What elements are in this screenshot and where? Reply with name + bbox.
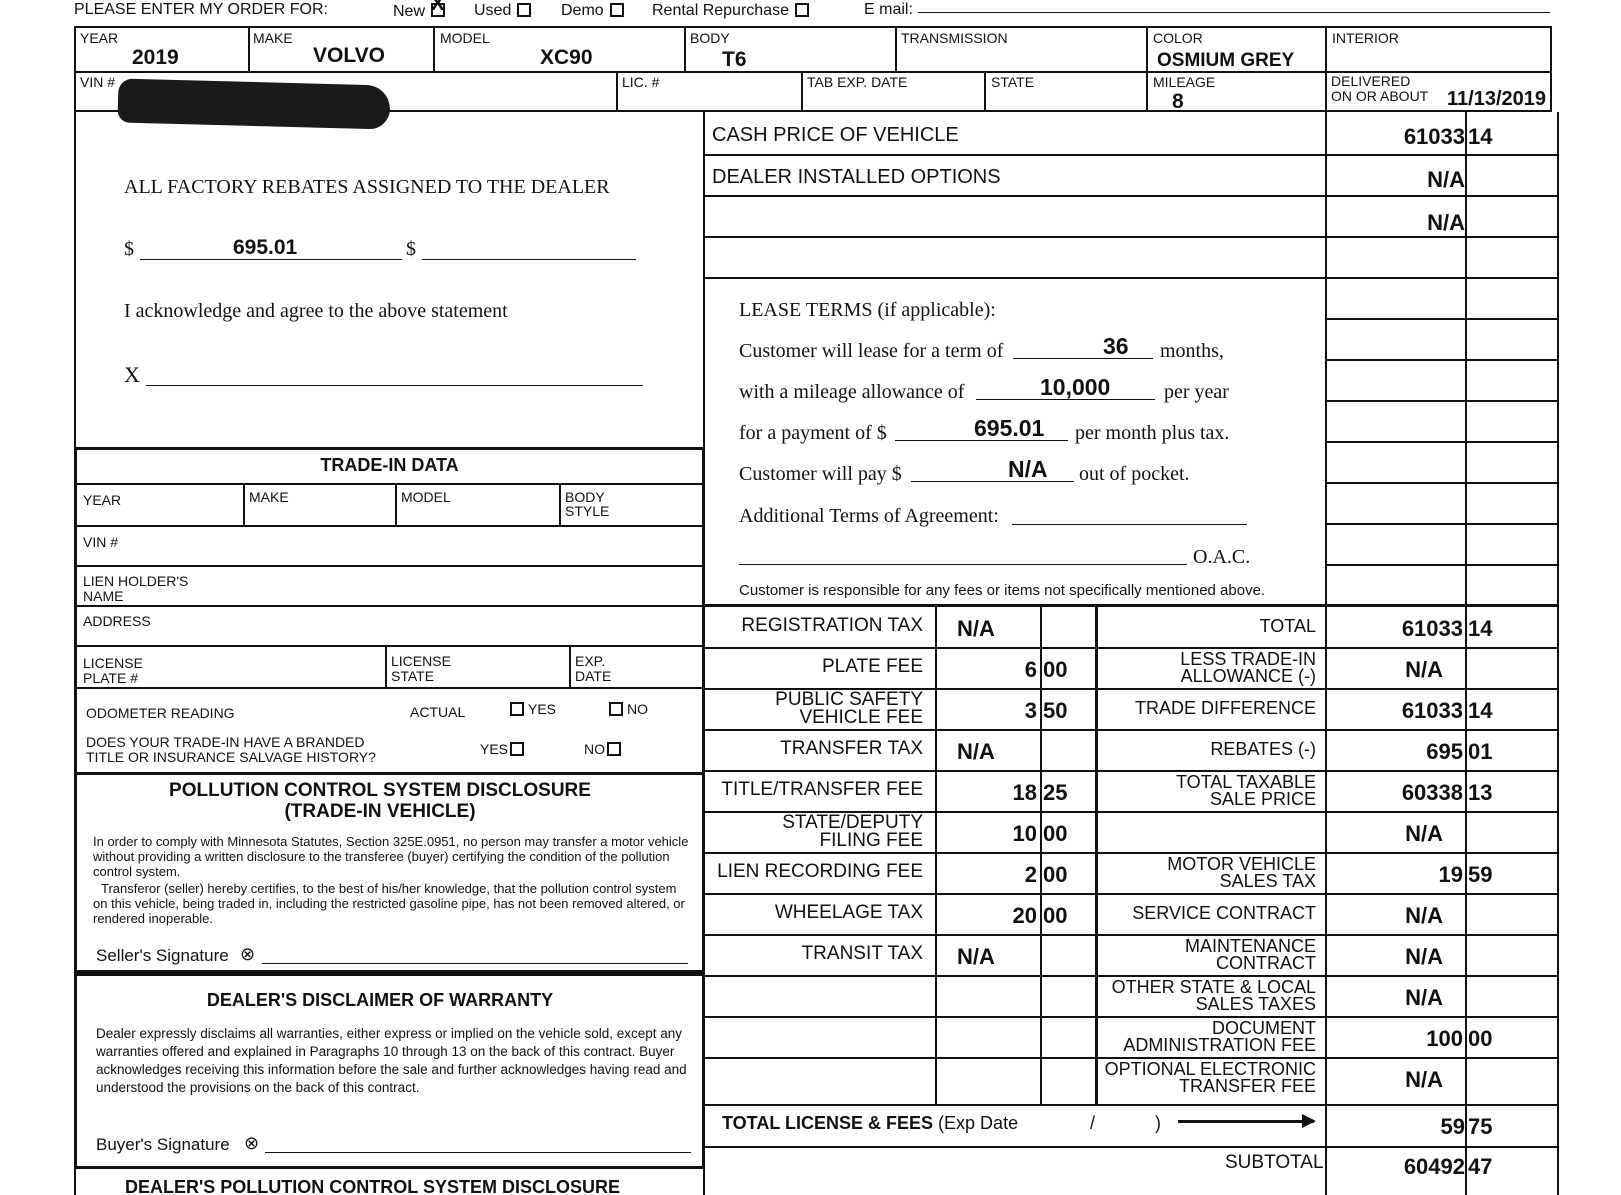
buyer-signature-label: Buyer's Signature: [96, 1135, 230, 1154]
make-value: VOLVO: [313, 44, 385, 67]
odometer-no-label: NO: [627, 701, 648, 717]
odometer-yes-label: YES: [528, 701, 557, 717]
rental-checkbox[interactable]: [795, 3, 809, 17]
branded-question-1: DOES YOUR TRADE-IN HAVE A BRANDED: [86, 734, 365, 750]
disclaimer-text: Dealer expressly disclaims all warranties, either express or implied on the vehicle sold, except any warranties offered and explained in Paragraphs 10 through 13 on the back of this contract. Buyer acknowledges receiving this information before the sale and further acknowledges having read and understood the provisions on the back of this contract.: [96, 1026, 687, 1095]
grid-row-line: [703, 1016, 1559, 1018]
cash-price-cents: 14: [1468, 124, 1493, 149]
trade-in-title: TRADE-IN DATA: [320, 455, 459, 475]
total-label: REBATES (-): [1210, 739, 1316, 759]
disclaimer-title: DEALER'S DISCLAIMER OF WARRANTY: [206, 990, 554, 1010]
rental-option[interactable]: [652, 3, 809, 18]
fee-cents: 00: [1043, 657, 1068, 682]
pollution-title-1: POLLUTION CONTROL SYSTEM DISCLOSURE: [169, 780, 591, 801]
email-field[interactable]: [918, 12, 1550, 13]
rebate-dollar-2: $: [406, 238, 416, 260]
demo-option[interactable]: [561, 3, 624, 18]
lease-oac: O.A.C.: [1193, 546, 1251, 568]
fee-dollars: 3: [1024, 698, 1037, 723]
fee-cents: 25: [1043, 780, 1068, 805]
pollution-paragraph-1: In order to comply with Minnesota Statutes, Section 325E.0951, no person may transfer a motor vehicle without providing a written disclosure to the transferee (buyer) certifying the condition of the pollution control system.: [93, 834, 689, 879]
body-value: T6: [722, 48, 747, 71]
total-dollars: N/A: [1405, 985, 1443, 1010]
trade-year-label: YEAR: [83, 492, 122, 508]
trade-in-box: [74, 447, 705, 775]
ack-statement: I acknowledge and agree to the above statement: [124, 300, 508, 322]
signature-x-icon: ⊗: [244, 1133, 260, 1153]
branded-yes-checkbox[interactable]: [510, 742, 524, 756]
lease-term-field[interactable]: [1013, 334, 1153, 359]
total-label: SERVICE CONTRACT: [1132, 903, 1316, 923]
odometer-yes-checkbox[interactable]: [510, 702, 524, 716]
total-license-dollars: 59: [1440, 1114, 1465, 1139]
seller-signature-line[interactable]: [262, 942, 688, 964]
branded-yes[interactable]: [480, 742, 524, 756]
total-label: TOTAL: [1259, 616, 1316, 636]
new-checkbox[interactable]: [431, 3, 445, 17]
odometer-yes[interactable]: [510, 702, 556, 716]
model-label: MODEL: [440, 30, 490, 46]
color-label: COLOR: [1153, 30, 1203, 46]
pollution-title-2: (TRADE-IN VEHICLE): [284, 801, 476, 822]
seller-signature-label: Seller's Signature: [96, 946, 229, 965]
new-label: New: [393, 3, 426, 20]
rebate-amount-1: 695.01: [233, 236, 298, 259]
lease-additional-field-2[interactable]: [739, 540, 1187, 565]
fee-label: PLATE FEE: [821, 656, 923, 677]
lic-label: LIC. #: [622, 74, 660, 90]
grid-row-line: [703, 852, 1559, 854]
branded-yes-label: YES: [480, 741, 509, 757]
fee-label: WHEELAGE TAX: [774, 902, 923, 923]
make-label: MAKE: [253, 30, 293, 46]
fee-cents: 00: [1043, 821, 1068, 846]
total-dollars: N/A: [1405, 657, 1443, 682]
branded-no-label: NO: [584, 741, 605, 757]
demo-checkbox[interactable]: [610, 3, 624, 17]
total-cents: 14: [1468, 698, 1493, 723]
email-label: E mail:: [864, 1, 913, 18]
plate-label-2: PLATE #: [83, 670, 138, 686]
color-value: OSMIUM GREY: [1157, 50, 1295, 71]
fee-dollars: 2: [1024, 862, 1037, 887]
lic-state-label-2: STATE: [391, 668, 435, 684]
lease-oop-pre: Customer will pay $: [739, 463, 902, 485]
fee-dollars: 20: [1012, 903, 1037, 928]
interior-label: INTERIOR: [1332, 30, 1399, 46]
dealer-pollution-title: DEALER'S POLLUTION CONTROL SYSTEM DISCLOSURE: [125, 1177, 620, 1195]
actual-label: ACTUAL: [410, 704, 466, 720]
fee-cents: 00: [1043, 903, 1068, 928]
total-dollars: 695: [1426, 739, 1463, 764]
branded-question-2: TITLE OR INSURANCE SALVAGE HISTORY?: [86, 749, 376, 765]
total-label: TRADE DIFFERENCE: [1134, 698, 1316, 718]
total-label: DOCUMENT ADMINISTRATION FEE: [1123, 1018, 1316, 1055]
total-dollars: 60338: [1401, 780, 1463, 805]
total-label: OTHER STATE & LOCAL SALES TAXES: [1111, 977, 1316, 1014]
total-dollars: 19: [1438, 862, 1463, 887]
lease-mileage-post: per year: [1164, 381, 1229, 403]
branded-no-checkbox[interactable]: [607, 742, 621, 756]
total-license-cents: 75: [1468, 1114, 1493, 1139]
fee-dollars: N/A: [957, 739, 995, 764]
ack-signature-line[interactable]: [146, 362, 643, 386]
total-dollars: N/A: [1405, 821, 1443, 846]
address-label: ADDRESS: [83, 613, 151, 629]
total-dollars: N/A: [1405, 903, 1443, 928]
pollution-paragraph-2: Transferor (seller) hereby certifies, to the best of his/her knowledge, that the pollution control system on this vehicle, being traded in, including the restricted gasoline pipe, has not been removed altered, or rendered inoperable.: [93, 881, 685, 926]
used-checkbox[interactable]: [517, 3, 531, 17]
total-dollars: 100: [1426, 1026, 1463, 1051]
body-label: BODY: [690, 30, 730, 46]
total-license-row: [722, 1113, 1018, 1134]
fee-dollars: N/A: [957, 616, 995, 641]
exp-label-1: EXP.: [575, 653, 606, 669]
dealer-options-label: DEALER INSTALLED OPTIONS: [712, 166, 1001, 188]
fee-label: PUBLIC SAFETY VEHICLE FEE: [775, 689, 923, 728]
odometer-label: ODOMETER READING: [86, 705, 235, 721]
rebate-field-2[interactable]: [422, 236, 636, 260]
signature-x-icon: ⊗: [240, 944, 256, 964]
total-label: LESS TRADE-IN ALLOWANCE (-): [1180, 649, 1316, 686]
model-value: XC90: [540, 46, 593, 69]
ack-x-mark: X: [124, 362, 140, 387]
trade-vin-label: VIN #: [83, 534, 119, 550]
exp-date-slash: /: [1090, 1113, 1096, 1133]
fee-dollars: 18: [1012, 780, 1037, 805]
total-cents: 14: [1468, 616, 1493, 641]
total-label: TOTAL TAXABLE SALE PRICE: [1175, 772, 1316, 809]
vin-label: VIN #: [80, 74, 116, 90]
total-label: MAINTENANCE CONTRACT: [1184, 936, 1316, 973]
trade-make-label: MAKE: [249, 489, 289, 505]
mileage-value: 8: [1172, 90, 1184, 113]
total-dollars: 61033: [1401, 616, 1463, 641]
rebate-dollar-1: $: [124, 238, 134, 260]
trade-body-label-2: STYLE: [565, 503, 610, 519]
fee-label: REGISTRATION TAX: [741, 615, 923, 636]
total-cents: 13: [1468, 780, 1493, 805]
total-dollars: N/A: [1405, 944, 1443, 969]
arrow-right-icon: [1178, 1120, 1314, 1123]
lease-term-post: months,: [1160, 340, 1224, 362]
grid-row-line: [703, 934, 1559, 936]
odometer-no[interactable]: [609, 702, 648, 716]
dealer-options-value-1: N/A: [1427, 167, 1465, 192]
lease-mileage-pre: with a mileage allowance of: [739, 381, 965, 403]
lease-payment-pre: for a payment of $: [739, 422, 887, 444]
plate-label-1: LICENSE: [83, 655, 143, 671]
lease-term-pre: Customer will lease for a term of: [739, 340, 1004, 362]
vin-redaction: [117, 78, 390, 129]
delivered-date: 11/13/2019: [1447, 88, 1546, 110]
fee-cents: 50: [1043, 698, 1068, 723]
used-option[interactable]: [474, 3, 531, 18]
rental-label: Rental Repurchase: [652, 2, 789, 19]
fee-cents: 00: [1043, 862, 1068, 887]
total-dollars: N/A: [1405, 1067, 1443, 1092]
lien-label-1: LIEN HOLDER'S: [83, 573, 189, 589]
lease-oop-post: out of pocket.: [1079, 463, 1190, 485]
delivered-label-1: DELIVERED: [1331, 73, 1411, 89]
subtotal-cents: 47: [1468, 1154, 1493, 1179]
lease-oop-field[interactable]: [911, 457, 1074, 482]
total-cents: 00: [1468, 1026, 1493, 1051]
used-label: Used: [474, 2, 512, 19]
lease-note: Customer is responsible for any fees or items not specifically mentioned above.: [739, 582, 1266, 599]
total-label: OPTIONAL ELECTRONIC TRANSFER FEE: [1104, 1059, 1316, 1096]
lic-state-label-1: LICENSE: [391, 653, 451, 669]
cash-price-dollars: 61033: [1403, 124, 1465, 149]
fee-label: TRANSFER TAX: [780, 738, 923, 759]
lease-payment-value: 695.01: [974, 415, 1045, 441]
grid-row-line: [703, 647, 1559, 649]
total-label: MOTOR VEHICLE SALES TAX: [1167, 854, 1316, 891]
year-label: YEAR: [80, 30, 119, 46]
fee-dollars: 10: [1012, 821, 1037, 846]
trade-body-label-1: BODY: [565, 489, 605, 505]
exp-date-label: (Exp Date: [938, 1113, 1019, 1133]
dealer-options-value-2: N/A: [1427, 210, 1465, 235]
exp-label-2: DATE: [575, 668, 612, 684]
odometer-no-checkbox[interactable]: [609, 702, 623, 716]
lien-label-2: NAME: [83, 588, 124, 604]
grid-row-line: [703, 770, 1559, 772]
order-for-label: PLEASE ENTER MY ORDER FOR:: [74, 1, 328, 18]
subtotal-dollars: 60492: [1403, 1154, 1465, 1179]
total-dollars: 61033: [1401, 698, 1463, 723]
fee-label: TITLE/TRANSFER FEE: [721, 779, 923, 800]
lease-additional-field-1[interactable]: [1012, 500, 1247, 525]
total-cents: 59: [1468, 862, 1493, 887]
grid-row-line: [703, 729, 1559, 731]
tab-exp-label: TAB EXP. DATE: [807, 74, 908, 90]
fee-label: TRANSIT TAX: [801, 943, 923, 964]
lease-mileage-value: 10,000: [1040, 374, 1111, 400]
cash-price-label: CASH PRICE OF VEHICLE: [712, 124, 959, 146]
rebates-statement: ALL FACTORY REBATES ASSIGNED TO THE DEALER: [124, 176, 610, 198]
lease-oop-value: N/A: [1008, 456, 1048, 482]
total-cents: 01: [1468, 739, 1493, 764]
lease-title: LEASE TERMS (if applicable):: [739, 299, 996, 321]
demo-label: Demo: [561, 2, 604, 19]
delivered-label-2: ON OR ABOUT: [1331, 88, 1429, 104]
year-value: 2019: [132, 46, 179, 69]
grid-row-line: [703, 893, 1559, 895]
lease-payment-post: per month plus tax.: [1075, 422, 1230, 444]
branded-no[interactable]: [584, 742, 621, 756]
fee-label: LIEN RECORDING FEE: [717, 861, 923, 882]
lease-term-value: 36: [1103, 333, 1129, 359]
new-option[interactable]: [393, 3, 445, 19]
exp-date-close: ): [1155, 1113, 1161, 1133]
transmission-label: TRANSMISSION: [901, 30, 1008, 46]
buyer-signature-line[interactable]: [265, 1131, 691, 1153]
trade-model-label: MODEL: [401, 489, 451, 505]
mileage-label: MILEAGE: [1153, 74, 1216, 90]
fee-dollars: 6: [1024, 657, 1037, 682]
fee-dollars: N/A: [957, 944, 995, 969]
subtotal-label: SUBTOTAL: [1225, 1152, 1324, 1173]
state-label: STATE: [991, 74, 1035, 90]
lease-additional-label: Additional Terms of Agreement:: [739, 505, 999, 527]
fee-label: STATE/DEPUTY FILING FEE: [782, 812, 923, 851]
total-license-label: TOTAL LICENSE & FEES: [722, 1113, 934, 1133]
